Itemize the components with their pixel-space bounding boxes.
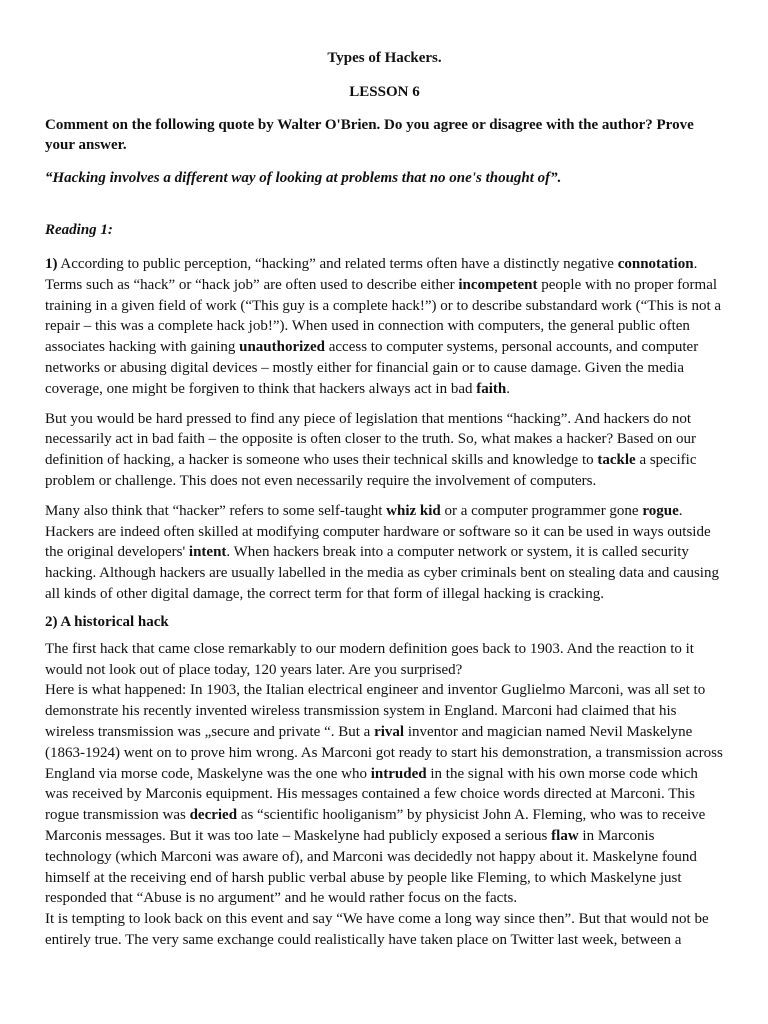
section2-heading: 2) A historical hack xyxy=(45,613,169,630)
keyword-flaw: flaw xyxy=(551,827,579,844)
section-number: 1) xyxy=(45,256,58,272)
section2-paragraph-3: It is tempting to look back on this event and say “We have come a long way since then”. But that would not be entirely true. The very same exchange could realistically have taken place on Twitter last week, between a xyxy=(45,911,709,948)
keyword-rogue: rogue xyxy=(642,502,679,519)
section2-paragraph-2: Here is what happened: In 1903, the Italian electrical engineer and inventor Guglielmo Marconi, was all set to demonstrate his recently invented wireless transmission system in England. Marconi had claimed that his wireless transmission was „secure and private “. But a rival inventor and magician named Nevil Maskelyne (1863-1924) went on to prove him wrong. As Marconi got ready to start his demonstration, a transmission across England via morse code, Maskelyne was the one who intruded in the signal with his own morse code which was received by Marconis equipment. His messages contained a few choice words directed at Marconi. This rogue transmission was decried as “scientific hooliganism” by physicist John A. Fleming, who was to receive Marconis messages. But it was too late – Maskelyne had publicly exposed a serious flaw in Marconis technology (which Marconi was aware of), and Marconi was decidedly not happy about it. Maskelyne found himself at the receiving end of harsh public verbal abuse by people like Fleming, to which Maskelyne just responded that “Abuse is no argument” and he would rather focus on the facts. xyxy=(45,682,723,907)
keyword-intruded: intruded xyxy=(370,765,427,782)
discussion-prompt: Comment on the following quote by Walter O'Brien. Do you agree or disagree with the author? Prove your answer. xyxy=(45,117,694,153)
keyword-connotation: connotation xyxy=(617,256,694,272)
lesson-heading: LESSON 6 xyxy=(349,84,420,100)
section2-paragraph-1: The first hack that came close remarkably to our modern definition goes back to 1903. And the reaction to it would not look out of place today, 120 years later. Are you surprised? xyxy=(45,640,694,678)
document-title: Types of Hackers. xyxy=(327,50,442,66)
keyword-incompetent: incompetent xyxy=(458,276,538,293)
keyword-tackle: tackle xyxy=(597,452,636,469)
section1-paragraph-2: But you would be hard pressed to find any piece of legislation that mentions “hacking”. And hackers do not necessarily act in bad faith – the opposite is often closer to the truth. So, what makes a hacker? Based on our definition of hacking, a hacker is someone who uses their technical skills and knowledge to tackle a specific problem or challenge. This does not even necessarily require the involvement of computers. xyxy=(45,410,697,489)
section1-paragraph-1: 1) According to public perception, “hacking” and related terms often have a distinctly negative connotation. Terms such as “hack” or “hack job” are often used to describe either incompetent people with no proper formal training in a given field of work (“This guy is a complete hack!”) or to describe substandard work (“This is not a repair – this was a complete hack job!”). When used in connection with computers, the general public often associates hacking with gaining unauthorized access to computer systems, personal accounts, and computer networks or abusing digital devices – mostly either for financial gain or to cause damage. Given the media coverage, one might be forgiven to think that hackers always act in bad faith. xyxy=(45,256,722,397)
keyword-decried: decried xyxy=(189,807,238,824)
keyword-unauthorized: unauthorized xyxy=(239,339,325,356)
keyword-faith: faith xyxy=(476,380,507,397)
section1-paragraph-3: Many also think that “hacker” refers to some self-taught whiz kid or a computer programmer gone rogue. Hackers are indeed often skilled at modifying computer hardware or software so it can be used in ways outside the original developers' intent. When hackers break into a computer network or system, it is called security hacking. Although hackers are usually labelled in the media as cyber criminals bent on stealing data and causing all kinds of other digital damage, the correct term for that form of illegal hacking is cracking. xyxy=(45,502,719,602)
keyword-rival: rival xyxy=(374,723,405,740)
keyword-intent: intent xyxy=(188,544,227,561)
reading-label: Reading 1: xyxy=(45,222,113,238)
quote: “Hacking involves a different way of looking at problems that no one's thought of”. xyxy=(45,170,562,186)
keyword-whiz-kid: whiz kid xyxy=(386,502,441,519)
